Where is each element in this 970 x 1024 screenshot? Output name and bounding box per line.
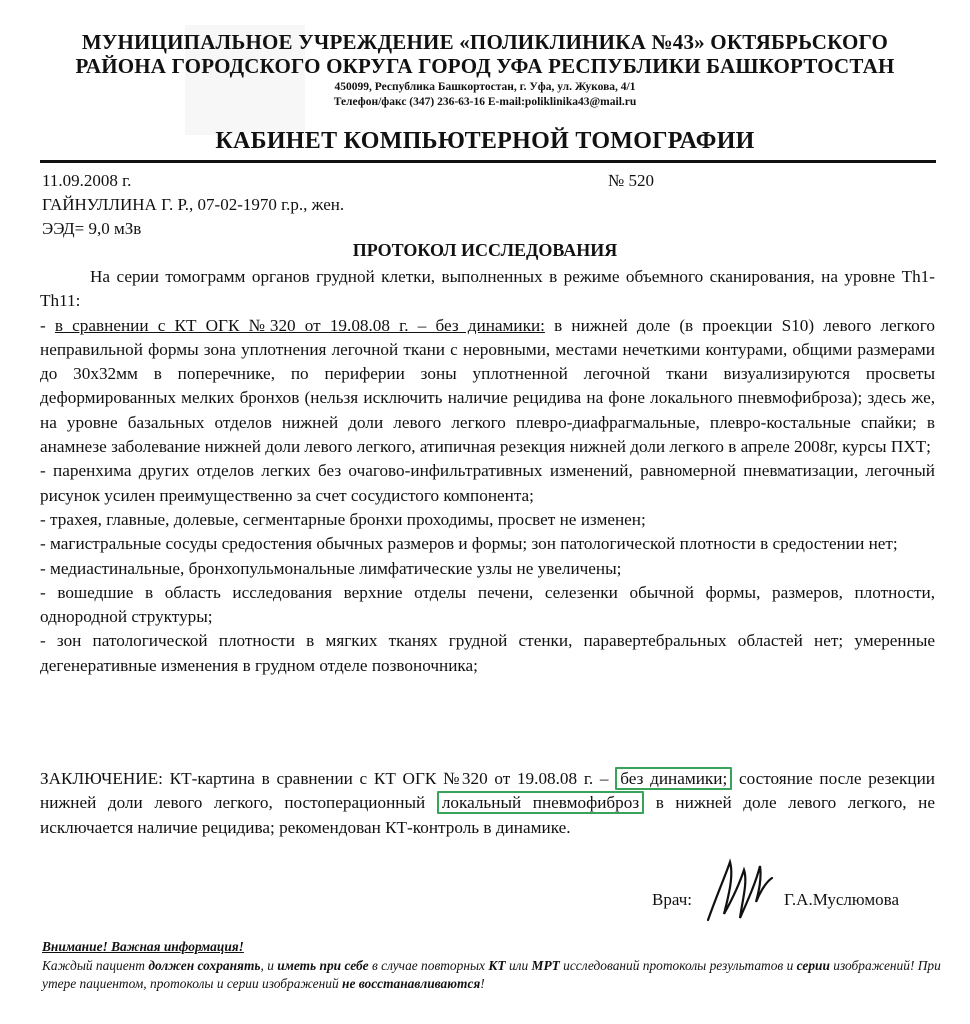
- conclusion: [40, 767, 935, 840]
- notice-fragment: !: [480, 976, 485, 991]
- institution-contacts: Телефон/факс (347) 236-63-16 E-mail:poliklinika43@mail.ru: [333, 96, 637, 108]
- notice-fragment: исследований протоколы результатов и: [559, 957, 797, 973]
- patient-info: ГАЙНУЛЛИНА Г. Р., 07-02-1970 г.р., жен.: [42, 195, 345, 214]
- notice-emphasis: не восстанавливаются: [342, 976, 481, 991]
- doctor-signature: [700, 852, 780, 932]
- institution-address: 450099, Республика Башкортостан, г. Уфа, ул. Жукова, 4/1: [334, 81, 636, 93]
- department-title: КАБИНЕТ КОМПЬЮТЕРНОЙ ТОМОГРАФИИ: [215, 128, 755, 154]
- notice-text: [42, 957, 942, 994]
- notice-fragment: или: [505, 957, 532, 973]
- notice-fragment: Каждый пациент: [42, 957, 149, 973]
- item-bullet: -: [40, 315, 55, 335]
- exam-date: 11.09.2008 г.: [42, 171, 132, 190]
- institution-name-line1: МУНИЦИПАЛЬНОЕ УЧРЕЖДЕНИЕ «ПОЛИКЛИНИКА №43» ОКТЯБРЬСКОГО: [81, 30, 889, 54]
- notice-emphasis: МРТ: [531, 957, 560, 973]
- highlight-no-dynamics: без динамики;: [615, 767, 732, 790]
- finding-item: - паренхима других отделов легких без очагово-инфильтративных изменений, равномерной пневматизации, легочный рисунок усилен преимущественно за счет сосудистого компонента;: [40, 461, 935, 505]
- header-divider: [40, 160, 936, 163]
- protocol-title: ПРОТОКОЛ ИССЛЕДОВАНИЯ: [352, 240, 618, 260]
- radiation-dose: ЭЭД= 9,0 мЗв: [42, 219, 142, 238]
- finding-text: в нижней доле (в проекции S10) левого легкого неправильной формы зона уплотнения легочной ткани с неровными, местами нечеткими контурами, общими размерами до 30х32мм в поперечнике, по периферии зоны уплотненной легочной ткани визуализируются просветы деформированных мелких бронхов (нельзя исключить наличие рецидива на фоне локального пневмофиброза); здесь же, на уровне базальных отделов нижней доли левого легкого плевро-диафрагмальные, плевро-костальные спайки; в анамнезе заболевание нижней доли левого легкого, атипичная резекция нижней доли легкого в апреле 2008г, курсы ПХТ;: [40, 315, 935, 457]
- notice-emphasis: иметь при себе: [277, 957, 369, 973]
- finding-item: - трахея, главные, долевые, сегментарные бронхи проходимы, просвет не изменен;: [40, 509, 646, 529]
- conclusion-text: в нижней доле левого легкого, не исключается наличие рецидива; рекомендован КТ-контроль в динамике.: [40, 793, 936, 837]
- protocol-body: [40, 265, 935, 678]
- doctor-label: Врач:: [652, 890, 692, 909]
- protocol-intro: На серии томограмм органов грудной клетки, выполненных в режиме объемного сканирования, на уровне Th1-Th11:: [40, 267, 935, 311]
- highlight-local-pneumofibrosis: локальный пневмофиброз: [437, 791, 644, 814]
- doctor-name: Г.А.Муслюмова: [784, 890, 899, 909]
- notice-emphasis: КТ: [488, 957, 506, 973]
- conclusion-text: ЗАКЛЮЧЕНИЕ: КТ-картина в сравнении с КТ ОГК №320 от 19.08.08 г. –: [40, 769, 616, 788]
- notice-fragment: в случае повторных: [368, 957, 489, 973]
- finding-item: - вошедшие в область исследования верхние отделы печени, селезенки обычной формы, размеров, плотности, однородной структуры;: [40, 582, 935, 627]
- notice-emphasis: серии: [796, 957, 830, 973]
- notice-heading: Внимание! Важная информация!: [42, 939, 244, 954]
- notice-fragment: , и: [260, 957, 278, 973]
- finding-item: - зон патологической плотности в мягких тканях грудной стенки, паравертебральных областей нет; умеренные дегенеративные изменения в грудном отделе позвоночника;: [40, 631, 935, 675]
- comparison-note: в сравнении с КТ ОГК №320 от 19.08.08 г. – без динамики:: [54, 315, 545, 335]
- conclusion-text: состояние после резекции нижней доли левого легкого, постоперационный: [40, 769, 935, 813]
- important-notice: [42, 938, 942, 994]
- finding-item: - магистральные сосуды средостения обычных размеров и формы; зон патологической плотности в средостении нет;: [40, 534, 898, 554]
- finding-item: [40, 314, 935, 460]
- finding-item: - медиастинальные, бронхопульмональные лимфатические узлы не увеличены;: [40, 558, 622, 578]
- exam-number: № 520: [608, 171, 654, 190]
- notice-emphasis: должен сохранять: [148, 957, 261, 973]
- notice-fragment: изображений! При утере пациентом, протоколы и серии изображений: [42, 957, 941, 991]
- institution-name-line2: РАЙОНА ГОРОДСКОГО ОКРУГА ГОРОД УФА РЕСПУБЛИКИ БАШКОРТОСТАН: [75, 54, 895, 78]
